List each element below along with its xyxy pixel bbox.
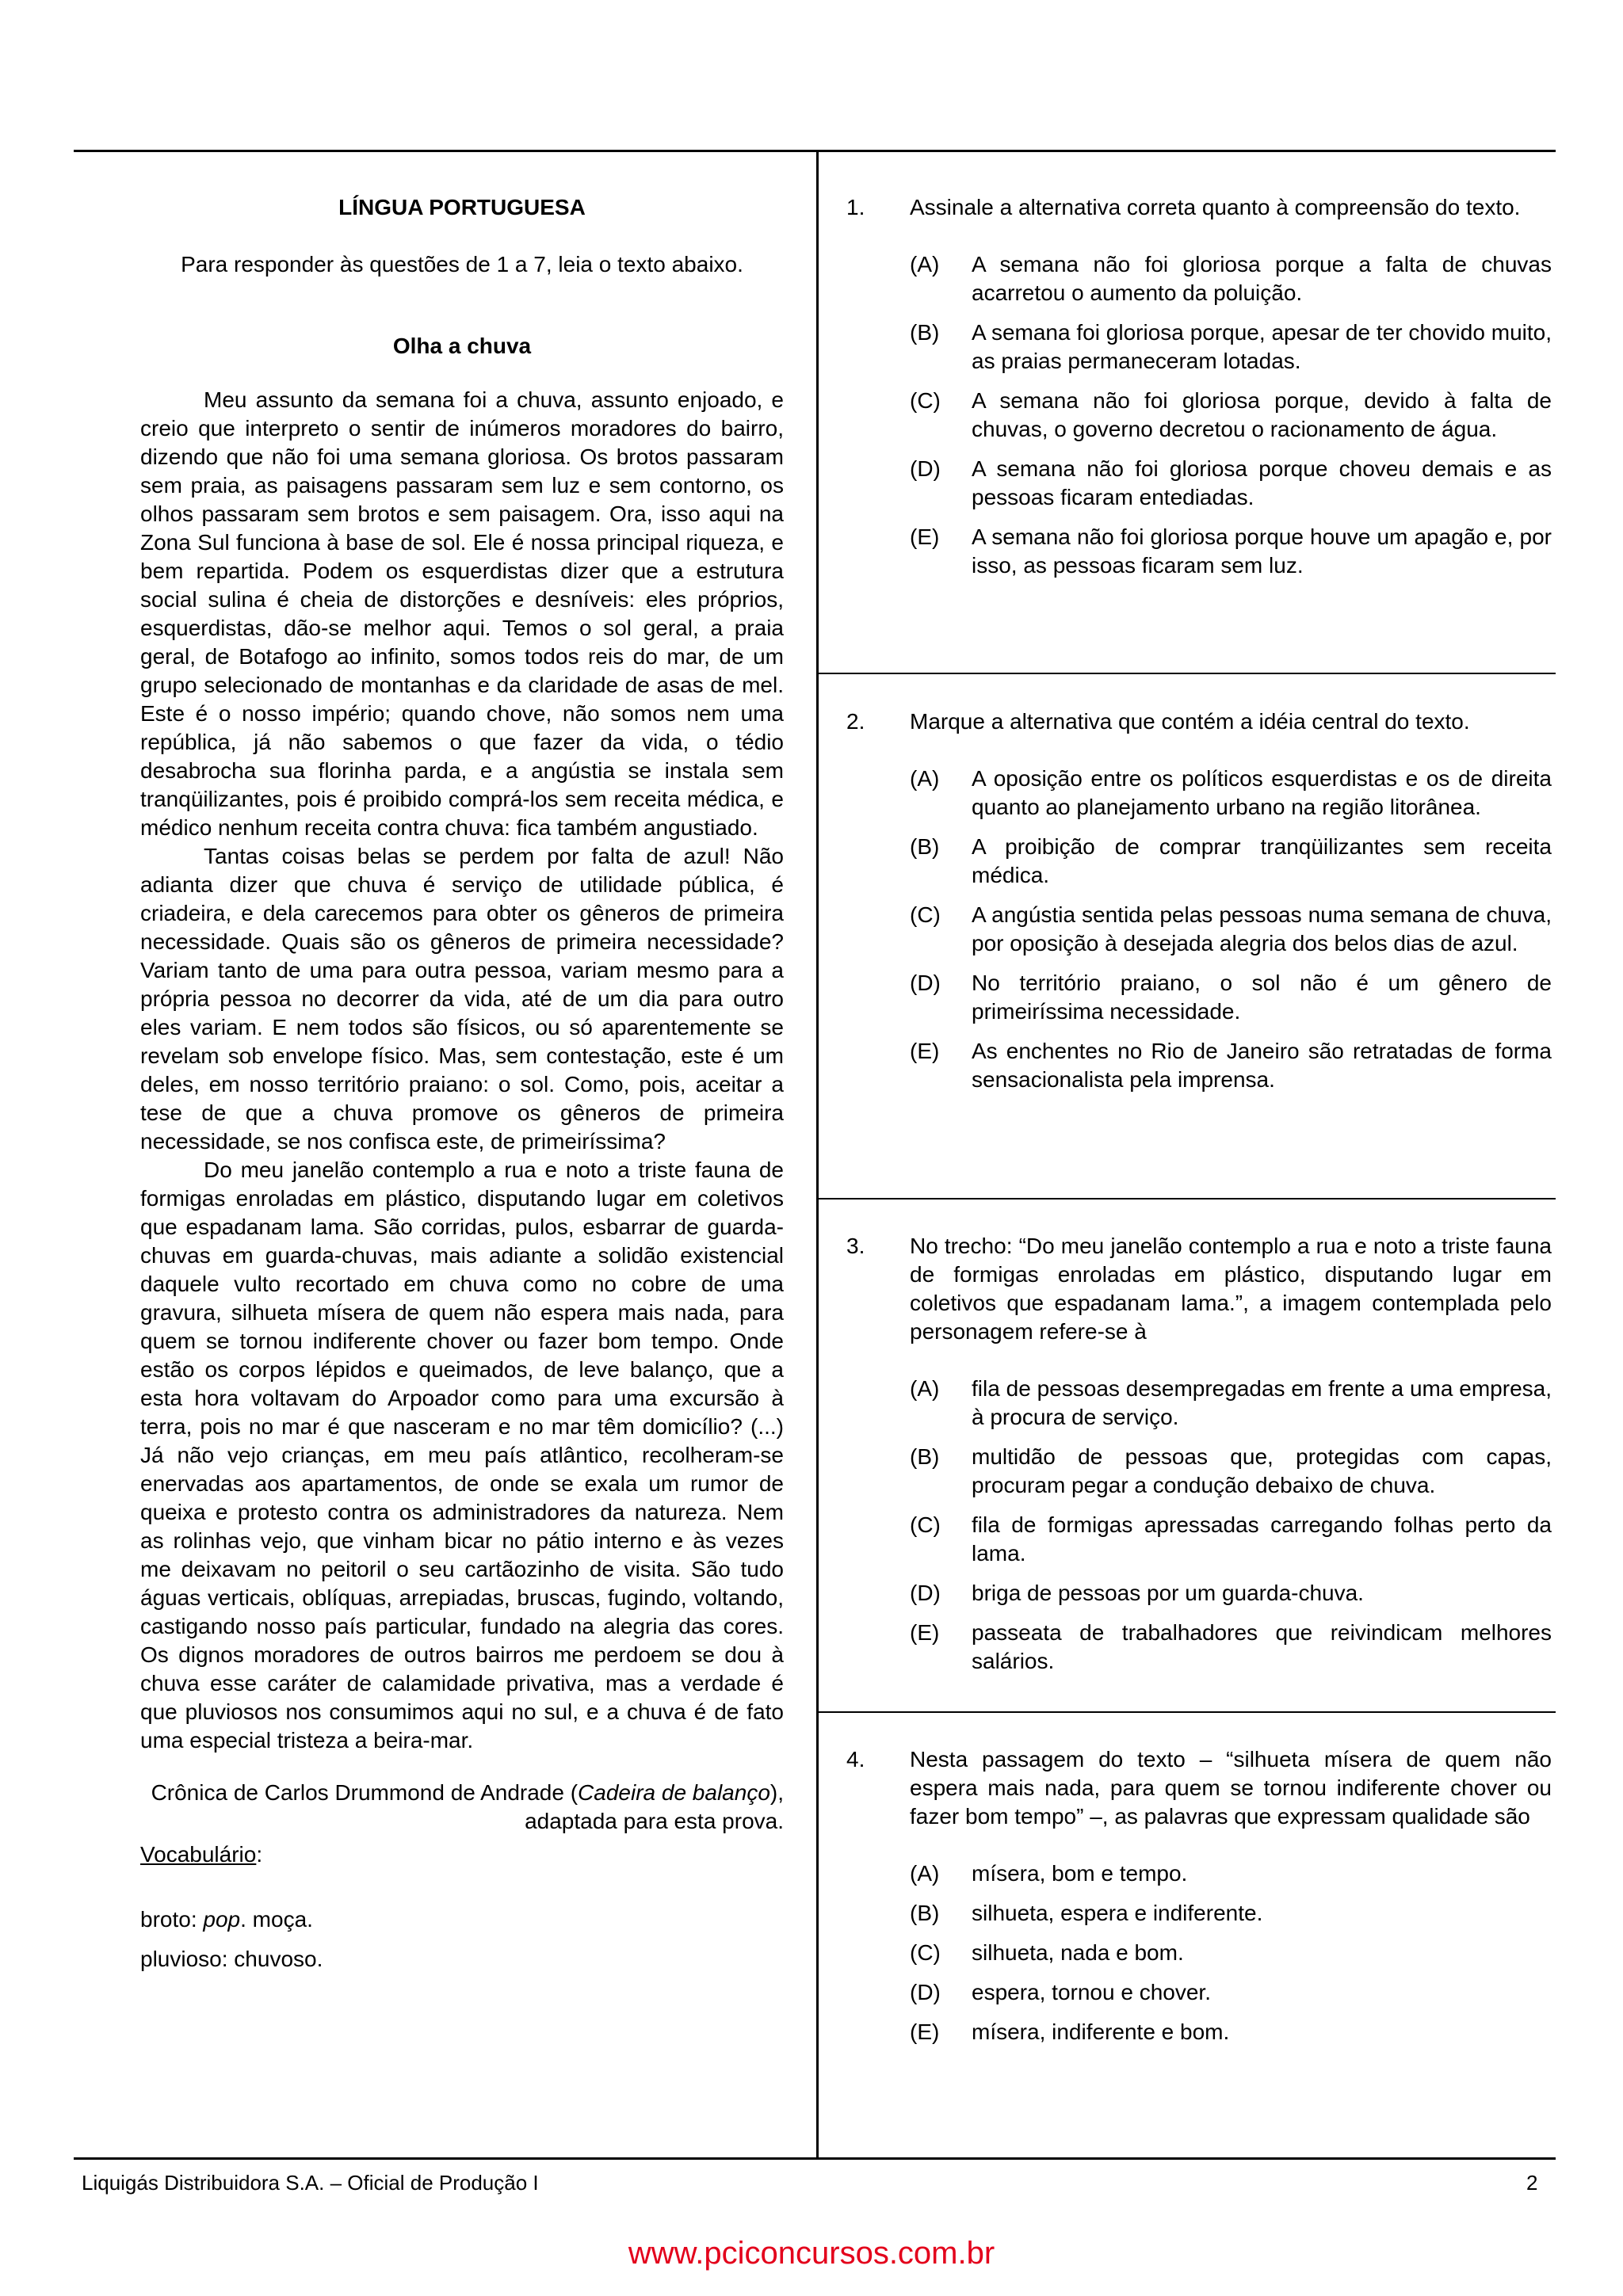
- intro-text: Para responder às questões de 1 a 7, leia o texto abaixo.: [181, 252, 743, 277]
- option-e[interactable]: [910, 1037, 1552, 1094]
- option-text: fila de pessoas desempregadas em frente a uma empresa, à procura de serviço.: [972, 1376, 1552, 1429]
- question-number: 4.: [846, 1747, 865, 1772]
- option-letter: (C): [910, 388, 941, 413]
- option-letter: (C): [910, 902, 941, 927]
- option-b[interactable]: [910, 1443, 1552, 1500]
- option-b[interactable]: [910, 833, 1552, 890]
- question-number: 2.: [846, 709, 865, 734]
- option-a[interactable]: [910, 250, 1552, 307]
- vocab-item-pluvioso: [140, 1945, 784, 1974]
- option-e[interactable]: [910, 1619, 1552, 1676]
- option-letter: (C): [910, 1940, 941, 1965]
- question-number: 3.: [846, 1234, 865, 1258]
- question-stem: Marque a alternativa que contém a idéia central do texto.: [910, 709, 1470, 734]
- question-2: [846, 707, 1552, 1105]
- left-column: [140, 193, 784, 1985]
- vocab-def: chuvoso.: [234, 1947, 323, 1971]
- option-letter: (A): [910, 252, 940, 277]
- option-e[interactable]: [910, 2018, 1552, 2046]
- option-d[interactable]: [910, 969, 1552, 1026]
- column-divider: [816, 150, 819, 2159]
- option-text: A semana foi gloriosa porque, apesar de ter chovido muito, as praias permaneceram lotadas.: [972, 320, 1552, 373]
- question-separator: [819, 1198, 1556, 1199]
- source-citation: [140, 1779, 784, 1836]
- option-c[interactable]: [910, 901, 1552, 958]
- question-stem: Nesta passagem do texto – “silhueta mísera de quem não espera mais nada, para quem se tornou indiferente chover ou fazer bom tempo” –, as palavras que expressam qualidade são: [910, 1747, 1552, 1829]
- option-b[interactable]: [910, 318, 1552, 376]
- option-a[interactable]: [910, 1859, 1552, 1888]
- question-4: [846, 1745, 1552, 2058]
- option-text: A proibição de comprar tranqüilizantes sem receita médica.: [972, 834, 1552, 887]
- option-text: A oposição entre os políticos esquerdistas e os de direita quanto ao planejamento urbano na região litorânea.: [972, 766, 1552, 819]
- option-letter: (E): [910, 1620, 940, 1645]
- footer-title: Liquigás Distribuidora S.A. – Oficial de Produção I: [82, 2171, 539, 2195]
- bottom-rule: [74, 2157, 1556, 2160]
- option-text: mísera, bom e tempo.: [972, 1861, 1188, 1886]
- option-text: As enchentes no Rio de Janeiro são retratadas de forma sensacionalista pela imprensa.: [972, 1039, 1552, 1092]
- question-number: 1.: [846, 195, 865, 219]
- vocabulary-title: Vocabulário: [140, 1842, 257, 1867]
- option-b[interactable]: [910, 1899, 1552, 1928]
- option-c[interactable]: [910, 387, 1552, 444]
- question-separator: [819, 673, 1556, 674]
- option-letter: (A): [910, 766, 940, 791]
- option-text: A semana não foi gloriosa porque choveu demais e as pessoas ficaram entediadas.: [972, 456, 1552, 509]
- top-rule: [74, 150, 1556, 152]
- option-text: mísera, indiferente e bom.: [972, 2019, 1230, 2044]
- option-text: briga de pessoas por um guarda-chuva.: [972, 1581, 1364, 1605]
- paragraph-3: Do meu janelão contemplo a rua e noto a triste fauna de formigas enroladas em plástico, disputando lugar em coletivos que espadanam lama. São corridas, pulos, esbarrar de guarda-chuvas em guarda-chuvas, mais adiante a solidão existencial daquele vulto recortado em chuva como no cobre de uma gravura, silhueta mísera de quem não espera mais nada, para quem se tornou indiferente chover ou fazer bom tempo. Onde estão os corpos lépidos e queimados, de leve balanço, que a esta hora voltavam do Arpoador como para uma excursão à terra, pois no mar é que nasceram e no mar têm domicílio? (...) Já não vejo crianças, em meu país atlântico, recolheram-se enervadas aos apartamentos, de onde se exala um rumor de queixa e protesto contra os administradores da natureza. Nem as rolinhas vejo, que vinham bicar no pátio interno e às vezes me deixavam no peitoril o seu cartãozinho de visita. São tudo águas verticais, oblíquas, arrepiadas, bruscas, fugindo, voltando, castigando nosso país particular, fundado na alegria das cores. Os dignos moradores de outros bairros me perdoem se dou à chuva esse caráter de calamidade privativa, mas a verdade é que pluviosos nos consumimos aqui no sul, e a chuva é de fato uma especial tristeza a beira-mar.: [140, 1158, 784, 1753]
- option-letter: (B): [910, 1444, 940, 1469]
- option-a[interactable]: [910, 765, 1552, 822]
- option-letter: (D): [910, 456, 941, 481]
- option-c[interactable]: [910, 1511, 1552, 1568]
- option-letter: (D): [910, 971, 941, 995]
- source-suffix: ),: [769, 1780, 784, 1805]
- option-d[interactable]: [910, 455, 1552, 512]
- source-book: Cadeira de balanço: [578, 1780, 770, 1805]
- vocabulary-colon: :: [256, 1842, 263, 1867]
- question-1: [846, 193, 1552, 591]
- option-letter: (B): [910, 1901, 940, 1925]
- question-3: [846, 1232, 1552, 1687]
- option-e[interactable]: [910, 523, 1552, 580]
- option-letter: (A): [910, 1376, 940, 1401]
- vocab-term: broto:: [140, 1907, 204, 1932]
- option-text: silhueta, espera e indiferente.: [972, 1901, 1263, 1925]
- option-text: passeata de trabalhadores que reivindicam melhores salários.: [972, 1620, 1552, 1673]
- question-stem: Assinale a alternativa correta quanto à compreensão do texto.: [910, 195, 1521, 219]
- source-line-2: adaptada para esta prova.: [525, 1809, 784, 1833]
- option-letter: (E): [910, 1039, 940, 1063]
- page-number: 2: [1526, 2171, 1538, 2195]
- section-title: LÍNGUA PORTUGUESA: [338, 195, 586, 219]
- option-text: A angústia sentida pelas pessoas numa semana de chuva, por oposição à desejada alegria dos belos dias de azul.: [972, 902, 1552, 955]
- option-letter: (A): [910, 1861, 940, 1886]
- option-text: A semana não foi gloriosa porque houve um apagão e, por isso, as pessoas ficaram sem luz.: [972, 524, 1552, 578]
- option-text: espera, tornou e chover.: [972, 1980, 1211, 2004]
- paragraph-1: Meu assunto da semana foi a chuva, assunto enjoado, e creio que interpreto o sentir de inúmeros moradores do bairro, dizendo que não foi uma semana gloriosa. Os brotos passaram sem praia, as paisagens passaram sem luz e sem contorno, os olhos passaram sem brotos e sem paisagem. Ora, isso aqui na Zona Sul funciona à base de sol. Ele é nossa principal riqueza, e bem repartida. Podem os esquerdistas dizer que a estrutura social sulina é cheia de distorções e desníveis: eles próprios, esquerdistas, dão-se melhor aqui. Temos o sol geral, a praia geral, de Botafogo ao infinito, somos todos reis do mar, de um grupo selecionado de montanhas e da claridade de asas de mel. Este é o nosso império; quando chove, não somos nem uma república, já não sabemos o que fazer da vida, o tédio desabrocha sua florinha parda, e a angústia se instala sem tranqüilizantes, pois é proibido comprá-los sem receita médica, e médico nenhum receita contra chuva: fica também angustiado.: [140, 387, 784, 840]
- option-c[interactable]: [910, 1939, 1552, 1967]
- question-stem: No trecho: “Do meu janelão contemplo a rua e noto a triste fauna de formigas enroladas em plástico, disputando lugar em coletivos que espadanam lama.”, a imagem contemplada pelo personagem refere-se à: [910, 1234, 1552, 1344]
- vocab-item-broto: [140, 1905, 784, 1934]
- option-letter: (E): [910, 524, 940, 549]
- paragraph-2: Tantas coisas belas se perdem por falta de azul! Não adianta dizer que chuva é serviço de utilidade pública, é criadeira, e dela carecemos para obter os gêneros de primeira necessidade. Quais são os gêneros de primeira necessidade? Variam tanto de uma para outra pessoa, variam mesmo para a própria pessoa no decorrer da vida, até de um dia para outro eles variam. E nem todos são físicos, ou só aparentemente se revelam sob envelope físico. Mas, sem contestação, este é um deles, em nosso território praiano: o sol. Como, pois, aceitar a tese de que a chuva promove os gêneros de primeira necessidade, se nos confisca este, de primeiríssima?: [140, 844, 784, 1154]
- option-d[interactable]: [910, 1579, 1552, 1608]
- vocab-def: . moça.: [240, 1907, 313, 1932]
- option-a[interactable]: [910, 1375, 1552, 1432]
- option-text: multidão de pessoas que, protegidas com capas, procuram pegar a condução debaixo de chuva.: [972, 1444, 1552, 1497]
- site-url-link[interactable]: www.pciconcursos.com.br: [628, 2236, 995, 2271]
- option-text: silhueta, nada e bom.: [972, 1940, 1184, 1965]
- option-letter: (B): [910, 320, 940, 345]
- option-letter: (D): [910, 1980, 941, 2004]
- option-letter: (E): [910, 2019, 940, 2044]
- option-letter: (B): [910, 834, 940, 859]
- option-letter: (C): [910, 1512, 941, 1537]
- option-text: fila de formigas apressadas carregando folhas perto da lama.: [972, 1512, 1552, 1566]
- vocabulary-heading: [140, 1840, 784, 1869]
- source-prefix: Crônica de Carlos Drummond de Andrade (: [151, 1780, 579, 1805]
- option-text: No território praiano, o sol não é um gênero de primeiríssima necessidade.: [972, 971, 1552, 1024]
- option-d[interactable]: [910, 1978, 1552, 2007]
- question-separator: [819, 1711, 1556, 1713]
- option-text: A semana não foi gloriosa porque a falta de chuvas acarretou o aumento da poluição.: [972, 252, 1552, 305]
- option-letter: (D): [910, 1581, 941, 1605]
- vocab-term: pluvioso:: [140, 1947, 235, 1971]
- option-text: A semana não foi gloriosa porque, devido à falta de chuvas, o governo decretou o racionamento de água.: [972, 388, 1552, 441]
- vocab-abbr: pop: [203, 1907, 241, 1932]
- text-title: Olha a chuva: [392, 334, 532, 358]
